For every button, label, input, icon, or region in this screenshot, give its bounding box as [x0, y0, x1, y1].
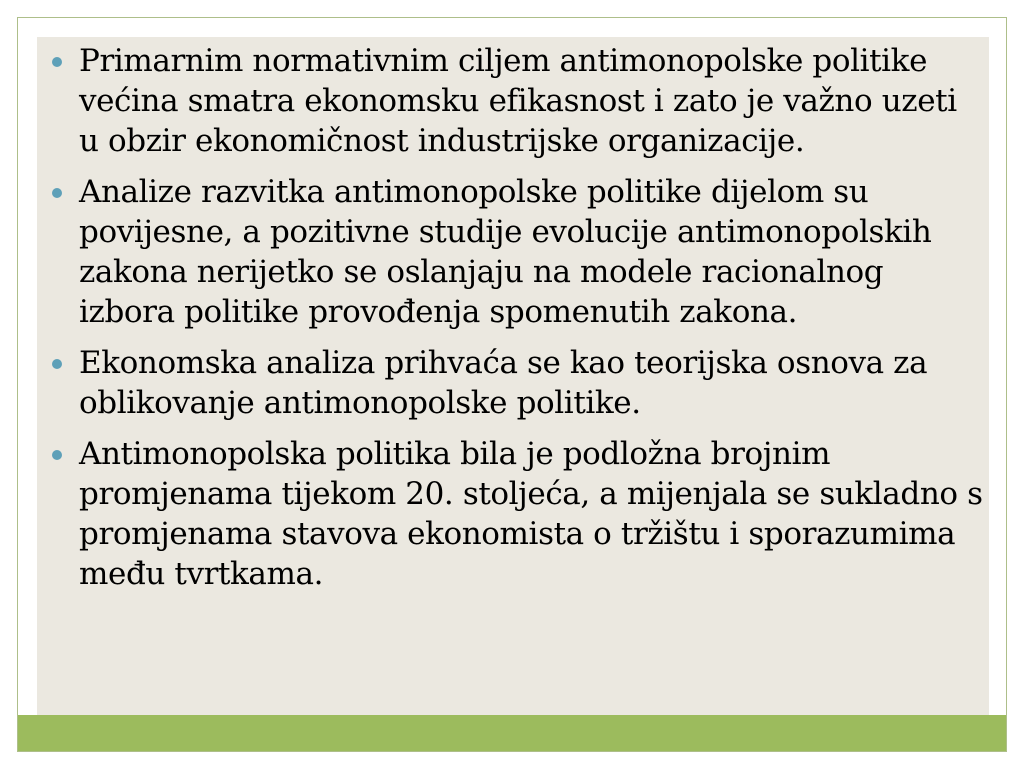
- bullet-list: [37, 41, 983, 605]
- content-box: [37, 37, 989, 717]
- bullet-dot-icon: [52, 450, 62, 460]
- bullet-dot-icon: [52, 359, 62, 369]
- bullet-item-1: [37, 41, 983, 161]
- bullet-item-2: [37, 172, 983, 332]
- bullet-text: Primarnim normativnim ciljem antimonopolske politike većina smatra ekonomsku efikasnost i zato je važno uzeti u obzir ekonomičnost industrijske organizacije.: [79, 43, 957, 159]
- bullet-text: Antimonopolska politika bila je podložna brojnim promjenama tijekom 20. stoljeća, a mijenjala se sukladno s promjenama stavova ekonomista o tržištu i sporazumima među tvrtkama.: [79, 436, 983, 592]
- footer-bar: [18, 715, 1006, 751]
- bullet-text: Analize razvitka antimonopolske politike dijelom su povijesne, a pozitivne studije evolucije antimonopolskih zakona nerijetko se oslanjaju na modele racionalnog izbora politike provođenja spomenutih zakona.: [79, 174, 932, 330]
- bullet-dot-icon: [52, 188, 62, 198]
- bullet-dot-icon: [52, 57, 62, 67]
- bullet-item-4: [37, 434, 983, 594]
- bullet-text: Ekonomska analiza prihvaća se kao teorijska osnova za oblikovanje antimonopolske politike.: [79, 345, 928, 421]
- bullet-item-3: [37, 343, 983, 423]
- slide: [17, 17, 1007, 752]
